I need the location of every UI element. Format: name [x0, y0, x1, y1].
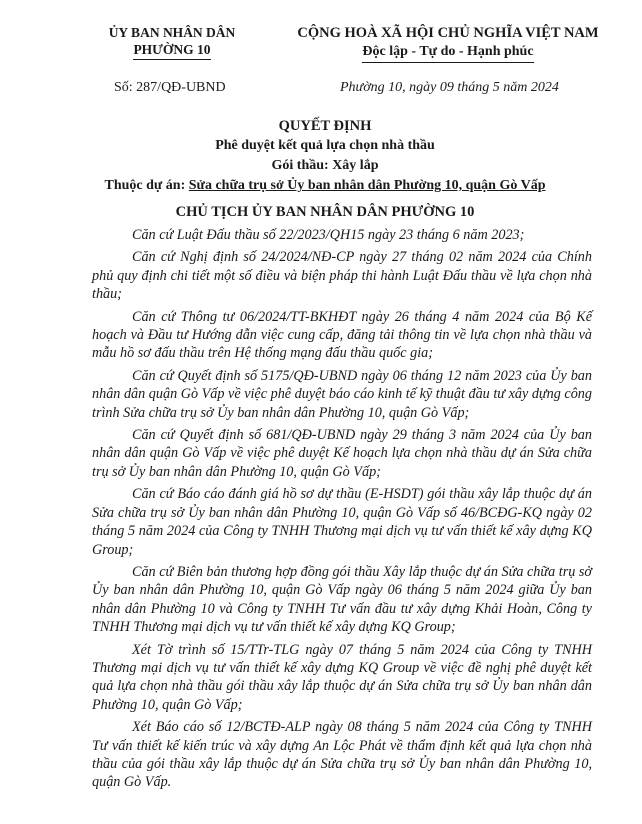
project-line [30, 178, 620, 194]
national-header [278, 24, 618, 63]
basis-paragraph: Căn cứ Thông tư 06/2024/TT-BKHĐT ngày 26 tháng 4 năm 2024 của Bộ Kế hoạch và Đầu tư Hướng dẫn việc cung cấp, đăng tải thông tin về lựa chọn nhà thầu và mẫu hồ sơ đấu thầu trên Hệ thống mạng đấu thầu quốc gia; [92, 308, 592, 362]
project-prefix: Thuộc dự án: [104, 178, 189, 193]
issuing-authority: CHỦ TỊCH ỦY BAN NHÂN DÂN PHƯỜNG 10 [175, 204, 475, 220]
basis-paragraph: Căn cứ Quyết định số 681/QĐ-UBND ngày 29 tháng 3 năm 2024 của Ủy ban nhân dân quận Gò Vấp về việc phê duyệt Kế hoạch lựa chọn nhà thầu dự án Sửa chữa trụ sở Ủy ban nhân dân Phường 10, quận Gò Vấp; [92, 427, 592, 480]
legal-basis [92, 226, 592, 796]
document-type: QUYẾT ĐỊNH [278, 118, 372, 134]
bid-package: Gói thầu: Xây lắp [271, 158, 379, 173]
basis-paragraph: Căn cứ Luật Đấu thầu số 22/2023/QH15 ngày 23 tháng 6 năm 2023; [132, 227, 525, 243]
national-motto: Độc lập - Tự do - Hạnh phúc [362, 43, 533, 63]
basis-paragraph: Xét Tờ trình số 15/TTr-TLG ngày 07 tháng 5 năm 2024 của Công ty TNHH Thương mại dịch vụ tư vấn thiết kế xây dựng KQ Group về việc đề nghị phê duyệt kết quả lựa chọn nhà thầu gói thầu xây lắp thuộc dự án Sửa chữa trụ sở Ủy ban nhân dân Phường 10, quận Gò Vấp; [92, 641, 592, 713]
agency-line-1: ỦY BAN NHÂN DÂN [108, 25, 236, 40]
document-date: Phường 10, ngày 09 tháng 5 năm 2024 [340, 80, 559, 95]
project-name: Sửa chữa trụ sở Ủy ban nhân dân Phường 10, quận Gò Vấp [188, 178, 546, 193]
basis-paragraph: Căn cứ Báo cáo đánh giá hồ sơ dự thầu (E-HSDT) gói thầu xây lắp thuộc dự án Sửa chữa trụ sở Ủy ban nhân dân Phường 10, quận Gò Vấp số 46/BCĐG-KQ ngày 02 tháng 5 năm 2024 của Công ty TNHH Thương mại dịch vụ tư vấn thiết kế xây dựng KQ Group; [92, 486, 592, 558]
country-name: CỘNG HOÀ XÃ HỘI CHỦ NGHĨA VIỆT NAM [297, 25, 599, 41]
issuing-agency [92, 24, 252, 60]
agency-line-2: PHƯỜNG 10 [133, 41, 210, 60]
basis-paragraph: Xét Báo cáo số 12/BCTĐ-ALP ngày 08 tháng 5 năm 2024 của Công ty TNHH Tư vấn thiết kế kiến trúc và xây dựng An Lộc Phát về thẩm định kết quả lựa chọn nhà thầu của gói thầu xây lắp thuộc dự án Sửa chữa trụ sở Ủy ban nhân dân Phường 10, quận Gò Vấp. [92, 719, 592, 791]
document-subject: Phê duyệt kết quả lựa chọn nhà thầu [215, 138, 435, 153]
basis-paragraph: Căn cứ Quyết định số 5175/QĐ-UBND ngày 06 tháng 12 năm 2023 của Ủy ban nhân dân quận Gò Vấp về việc phê duyệt báo cáo kinh tế kỹ thuật đầu tư xây dựng công trình Sửa chữa trụ sở Ủy ban nhân dân Phường 10, quận Gò Vấp; [92, 367, 592, 421]
basis-paragraph: Căn cứ Biên bản thương hợp đồng gói thầu Xây lắp thuộc dự án Sửa chữa trụ sở Ủy ban nhân dân Phường 10, quận Gò Vấp ngày 06 tháng 5 năm 2024 giữa Ủy ban nhân dân Phường 10 và Công ty TNHH Tư vấn đầu tư xây dựng Khải Hoàn, Công ty TNHH Thương mại dịch vụ tư vấn thiết kế xây dựng KQ Group; [92, 563, 592, 636]
document-number: Số: 287/QĐ-UBND [114, 80, 226, 95]
basis-paragraph: Căn cứ Nghị định số 24/2024/NĐ-CP ngày 27 tháng 02 năm 2024 của Chính phủ quy định chi tiết một số điều và biện pháp thi hành Luật Đấu thầu về lựa chọn nhà thầu; [92, 249, 592, 303]
